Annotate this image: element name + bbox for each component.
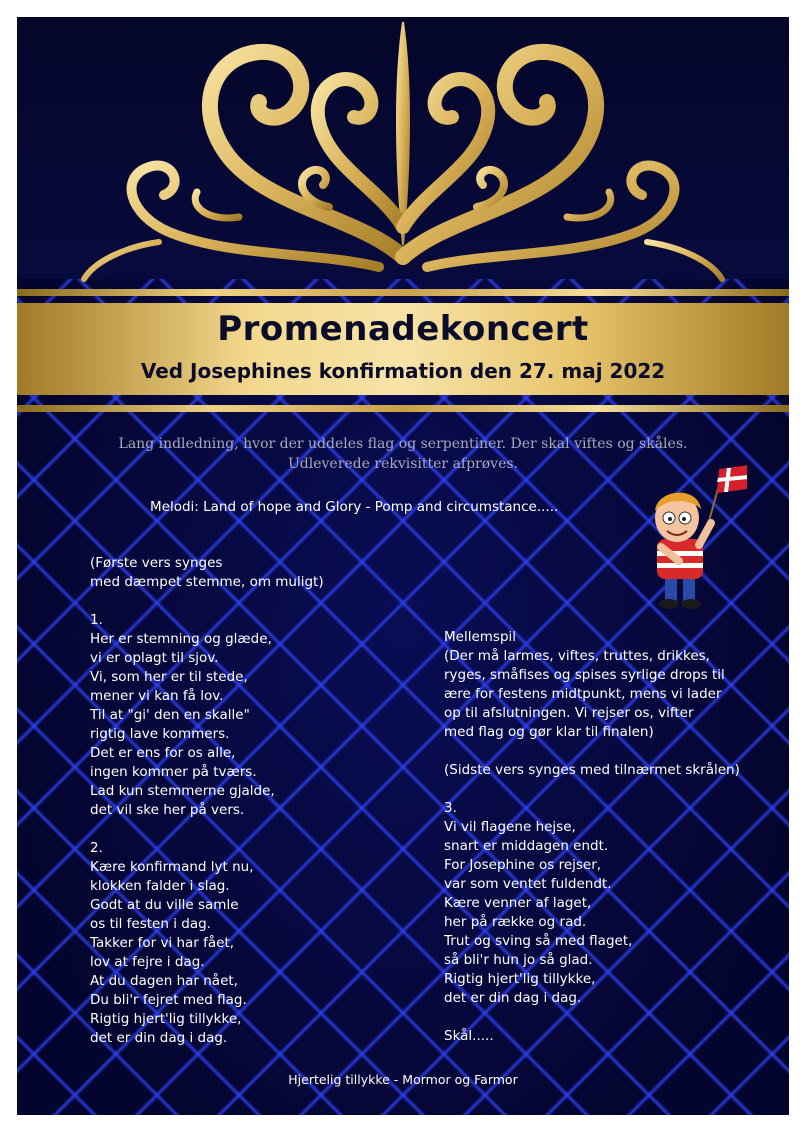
verse-line: Det er ens for os alle, xyxy=(90,745,236,761)
verse-line: så bli'r hun jo så glad. xyxy=(444,952,593,968)
right-column xyxy=(444,628,740,1046)
flag-waving-boy-icon xyxy=(627,463,747,613)
verse-line: Trut og sving så med flaget, xyxy=(444,933,633,949)
page-subtitle: Ved Josephines konfirmation den 27. maj 2022 xyxy=(140,359,666,383)
verse-line: mener vi kan få lov. xyxy=(90,688,224,704)
title-banner xyxy=(17,303,789,395)
verse-number: 1. xyxy=(90,612,103,628)
verse-line: Rigtig hjert'lig tillykke, xyxy=(444,971,596,987)
verse-line: Takker for vi har fået, xyxy=(90,935,235,951)
verse-line: ingen kommer på tværs. xyxy=(90,764,257,780)
verse-line: Vi, som her er til stede, xyxy=(90,669,248,685)
verse-line: Godt at du ville samle xyxy=(90,897,239,913)
verse-line: Kære venner af laget, xyxy=(444,895,592,911)
instruction-line: med dæmpet stemme, om muligt) xyxy=(90,574,324,590)
intro-line: Lang indledning, hvor der uddeles flag og serpentiner. Der skal viftes og skåles. xyxy=(118,436,688,452)
interlude-line: (Der må larmes, viftes, truttes, drikkes, xyxy=(444,648,710,664)
verse-line: vi er oplagt til sjov. xyxy=(90,650,219,666)
verse-line: rigtig lave kommers. xyxy=(90,726,230,742)
verse-line: det vil ske her på vers. xyxy=(90,802,245,818)
interlude-line: ryges, småfises og spises syrlige drops til xyxy=(444,667,725,683)
intro-line: Udleverede rekvisitter afprøves. xyxy=(287,456,519,472)
verse-number: 2. xyxy=(90,840,103,856)
verse-line: lov at fejre i dag. xyxy=(90,954,205,970)
verse-line: var som ventet fuldendt. xyxy=(444,876,612,892)
footer-greeting: Hjertelig tillykke - Mormor og Farmor xyxy=(288,1072,518,1087)
interlude-line: op til afslutningen. Vi rejser os, vifter xyxy=(444,705,694,721)
melody-line: Melodi: Land of hope and Glory - Pomp and circumstance..... xyxy=(150,499,559,515)
verse-number: 3. xyxy=(444,800,457,816)
interlude-line: med flag og gør klar til finalen) xyxy=(444,724,654,740)
verse-line: For Josephine os rejser, xyxy=(444,857,602,873)
verse-line: os til festen i dag. xyxy=(90,916,211,932)
verse-line: Til at "gi' den en skalle" xyxy=(90,707,250,723)
verse-line: Vi vil flagene hejse, xyxy=(444,819,576,835)
instruction-line: (Første vers synges xyxy=(90,555,223,571)
verse-line: snart er middagen endt. xyxy=(444,838,609,854)
verse-line: her på række og rad. xyxy=(444,914,587,930)
interlude-line: ære for festens midtpunkt, mens vi lader xyxy=(444,686,722,702)
verse-line: Rigtig hjert'lig tillykke, xyxy=(90,1011,242,1027)
verse-line: det er din dag i dag. xyxy=(90,1030,228,1046)
verse-line: Du bli'r fejret med flag. xyxy=(90,992,247,1008)
verse-line: det er din dag i dag. xyxy=(444,990,582,1006)
gold-divider-bottom xyxy=(17,405,789,412)
gold-ornament-icon xyxy=(79,17,727,287)
interlude-title: Mellemspil xyxy=(444,629,517,645)
songsheet-page xyxy=(17,17,789,1115)
verse-line: Her er stemning og glæde, xyxy=(90,631,272,647)
verse-line: klokken falder i slag. xyxy=(90,878,230,894)
closing-line: Skål..... xyxy=(444,1028,494,1044)
page-title: Promenadekoncert xyxy=(217,309,589,349)
verse-line: Kære konfirmand lyt nu, xyxy=(90,859,254,875)
gold-divider-top xyxy=(17,289,789,296)
verse-line: Lad kun stemmerne gjalde, xyxy=(90,783,275,799)
instruction-line: (Sidste vers synges med tilnærmet skrålen) xyxy=(444,762,740,778)
left-column xyxy=(90,554,324,1048)
verse-line: At du dagen har nået, xyxy=(90,973,238,989)
